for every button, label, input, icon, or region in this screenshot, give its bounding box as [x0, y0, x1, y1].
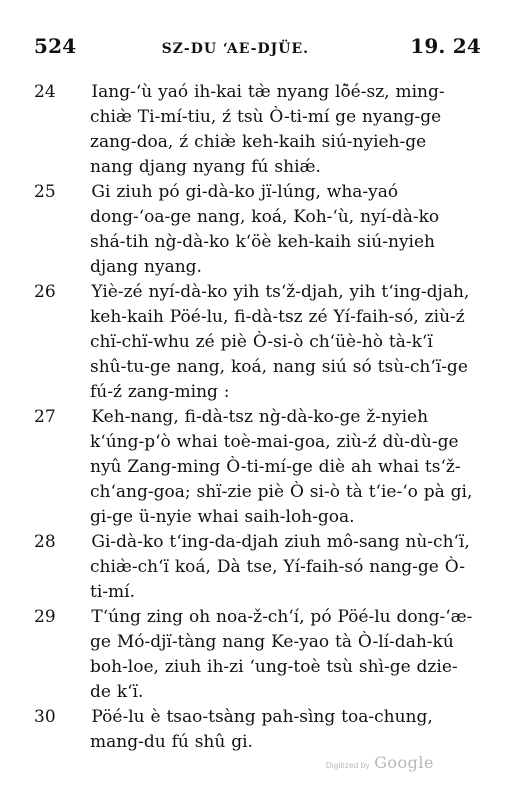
verse-number: 25: [34, 182, 56, 202]
verse-number: 30: [34, 707, 56, 727]
verse-30: [34, 705, 474, 755]
page-header: [34, 36, 481, 60]
header-title: SZ-DU ‘AE-DJÜE.: [161, 41, 309, 57]
verse-24: [34, 80, 474, 180]
verse-number: 27: [34, 407, 56, 427]
verse-27: [34, 405, 474, 530]
verse-number: 28: [34, 532, 56, 552]
verse-content: [34, 80, 474, 752]
verse-text: Gi-dà-ko t‘ing-da-djah ziuh mô-sang nù-ch‘ï, chiæ̀-ch‘ï koá, Dà tse, Yí-faih-só nang-ge Ò-ti-mí.: [90, 532, 470, 602]
verse-number: 26: [34, 282, 56, 302]
verse-text: Yiè-zé nyí-dà-ko yih ts‘ž-djah, yih t‘ing-djah, keh-kaih Pöé-lu, fi-dà-tsz zé Yí-faih-só, ziù-ź chï-chï-whu zé piè Ò-si-ò ch‘üè-hò tà-k‘ï shû-tu-ge nang, koá, nang siú só tsù-ch‘ï-ge fú-ź zang-ming :: [90, 282, 470, 402]
verse-text: Iang-‘ù yaó ih-kai tæ̀ nyang lö̀é-sz, ming-chiæ̀ Ti-mí-tiu, ź tsù Ò-ti-mí ge nyang-ge zang-doa, ź chiæ̀ keh-kaih siú-nyieh-ge nang djang nyang fú shiǽ.: [90, 82, 445, 177]
verse-26: [34, 280, 474, 405]
verse-text: Gi ziuh pó gi-dà-ko jï-lúng, wha-yaó dong-‘oa-ge nang, koá, Koh-‘ù, nyí-dà-ko shá-tih ng̀-dà-ko k‘öè keh-kaih siú-nyieh djang nyang.: [90, 182, 440, 277]
verse-28: [34, 530, 474, 605]
google-logo-text: Google: [374, 753, 434, 772]
chapter-reference: 19. 24: [410, 34, 481, 58]
verse-text: T‘úng zing oh noa-ž-ch‘í, pó Pöé-lu dong-‘æ-ge Mó-djï-tàng nang Ke-yao tà Ò-lí-dah-kú boh-loe, ziuh ih-zi ‘ung-toè tsù shì-ge dzie-de k‘ï.: [90, 607, 473, 702]
page-number: 524: [34, 34, 77, 58]
verse-text: Keh-nang, fi-dà-tsz ng̀-dà-ko-ge ž-nyieh k‘úng-p‘ò whai toè-mai-goa, ziù-ź dù-dù-ge nyû Zang-ming Ò-ti-mí-ge diè ah whai ts‘ž-ch‘ang-goa; shï-zie piè Ò si-ò tà t‘ie-‘o pà gi, gi-ge ü-nyie whai saih-loh-goa.: [90, 407, 473, 527]
digitized-by-label: Digitized by: [325, 761, 370, 770]
verse-number: 29: [34, 607, 56, 627]
verse-text: Pöé-lu è tsao-tsàng pah-sìng toa-chung, mang-du fú shû gi.: [90, 707, 433, 752]
verse-29: [34, 605, 474, 705]
verse-25: [34, 180, 474, 280]
google-watermark: [326, 755, 434, 772]
verse-number: 24: [34, 82, 56, 102]
